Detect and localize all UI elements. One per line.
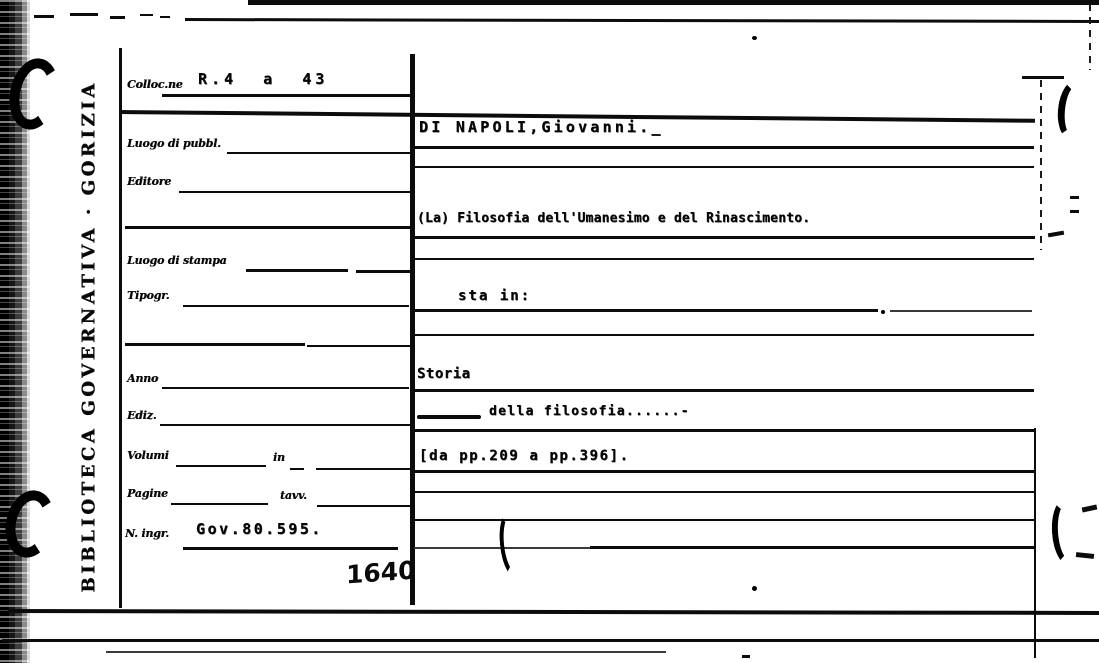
author-heading: DI NAPOLI,Giovanni._ xyxy=(419,118,664,136)
scan-artifact-dash xyxy=(160,16,170,18)
accession-number-value: Gov.80.595. xyxy=(196,520,323,538)
rule-line xyxy=(590,546,1034,549)
series-subtitle-text: della filosofia......- xyxy=(489,404,690,419)
library-name-vertical xyxy=(58,79,120,593)
rule-line xyxy=(316,468,412,470)
field-label-tipogr: Tipogr. xyxy=(127,289,170,302)
scan-dot xyxy=(881,310,885,314)
rule-line xyxy=(414,166,1034,168)
scan-edge-line xyxy=(1089,4,1091,70)
rule-line xyxy=(414,146,1034,149)
rule-line xyxy=(171,503,268,505)
library-name-text: BIBLIOTECA GOVERNATIVA · GORIZIA xyxy=(78,79,100,593)
rule-line xyxy=(412,470,1034,473)
call-number-value: R.4 a 43 xyxy=(198,70,329,88)
rule-line xyxy=(356,270,412,273)
rule-line xyxy=(414,491,1034,493)
field-label-luogo-stampa: Luogo di stampa xyxy=(127,254,227,267)
center-divider-line xyxy=(410,54,415,605)
rule-line xyxy=(183,305,409,307)
scan-artifact-dash xyxy=(1022,76,1064,79)
field-label-pagine: Pagine xyxy=(127,487,168,500)
series-title-text: Storia xyxy=(417,366,471,382)
punch-hole-mark xyxy=(1055,79,1092,142)
rule-line xyxy=(317,505,412,507)
rule-line xyxy=(162,94,412,97)
scan-dot xyxy=(752,586,757,591)
scan-artifact-dash xyxy=(70,13,98,16)
scan-edge-line xyxy=(1040,80,1042,250)
card-bottom-border xyxy=(8,609,1099,615)
field-label-editore: Editore xyxy=(127,175,172,188)
scan-artifact-dash xyxy=(1048,231,1064,238)
rule-line xyxy=(183,547,398,550)
field-label-luogo-pubbl: Luogo di pubbl. xyxy=(127,137,221,150)
rule-line xyxy=(414,258,1034,260)
ditto-dash xyxy=(417,415,481,419)
rule-line xyxy=(412,429,1034,432)
rule-line xyxy=(414,334,1034,336)
rule-line xyxy=(160,424,410,426)
field-label-ediz: Ediz. xyxy=(127,409,157,422)
handwritten-number: 1640 xyxy=(346,555,416,590)
rule-line xyxy=(412,389,1034,392)
scan-dot xyxy=(752,36,757,40)
scan-artifact-dash xyxy=(1082,504,1098,512)
scan-artifact-dash xyxy=(1070,210,1079,213)
field-label-in: in xyxy=(273,451,285,464)
scan-edge-line xyxy=(248,0,1099,5)
sta-in-text: sta in: xyxy=(458,288,532,304)
scan-artifact-dash xyxy=(110,16,125,19)
field-label-colloc: Colloc.ne xyxy=(127,78,183,91)
card-right-border xyxy=(1034,428,1036,658)
rule-line xyxy=(890,310,1032,312)
rule-line xyxy=(414,236,1035,239)
title-text: (La) Filosofia dell'Umanesimo e del Rinascimento. xyxy=(417,211,811,226)
rule-line xyxy=(125,343,305,346)
rule-line xyxy=(125,226,411,229)
scan-edge-line xyxy=(185,18,1099,23)
field-label-tavv: tavv. xyxy=(280,489,307,502)
rule-line xyxy=(227,152,411,154)
rule-line xyxy=(246,269,348,272)
field-label-anno: Anno xyxy=(127,372,159,385)
scan-artifact-dash xyxy=(140,14,153,16)
scan-artifact-dash xyxy=(742,655,750,658)
scan-artifact-dash xyxy=(1070,196,1079,199)
field-label-n-ingr: N. ingr. xyxy=(125,527,169,540)
scan-edge-line xyxy=(2,639,1099,642)
rule-line xyxy=(162,387,409,389)
rule-line xyxy=(307,345,411,347)
label-column-border xyxy=(119,48,122,608)
scan-artifact-dash xyxy=(34,15,54,18)
rule-line xyxy=(412,309,878,312)
page-range-text: [da pp.209 a pp.396]. xyxy=(419,448,630,464)
rule-line xyxy=(176,465,266,467)
field-label-volumi: Volumi xyxy=(127,449,169,462)
scan-edge-line xyxy=(106,651,666,653)
rule-line xyxy=(179,191,411,193)
rule-line xyxy=(290,468,304,470)
